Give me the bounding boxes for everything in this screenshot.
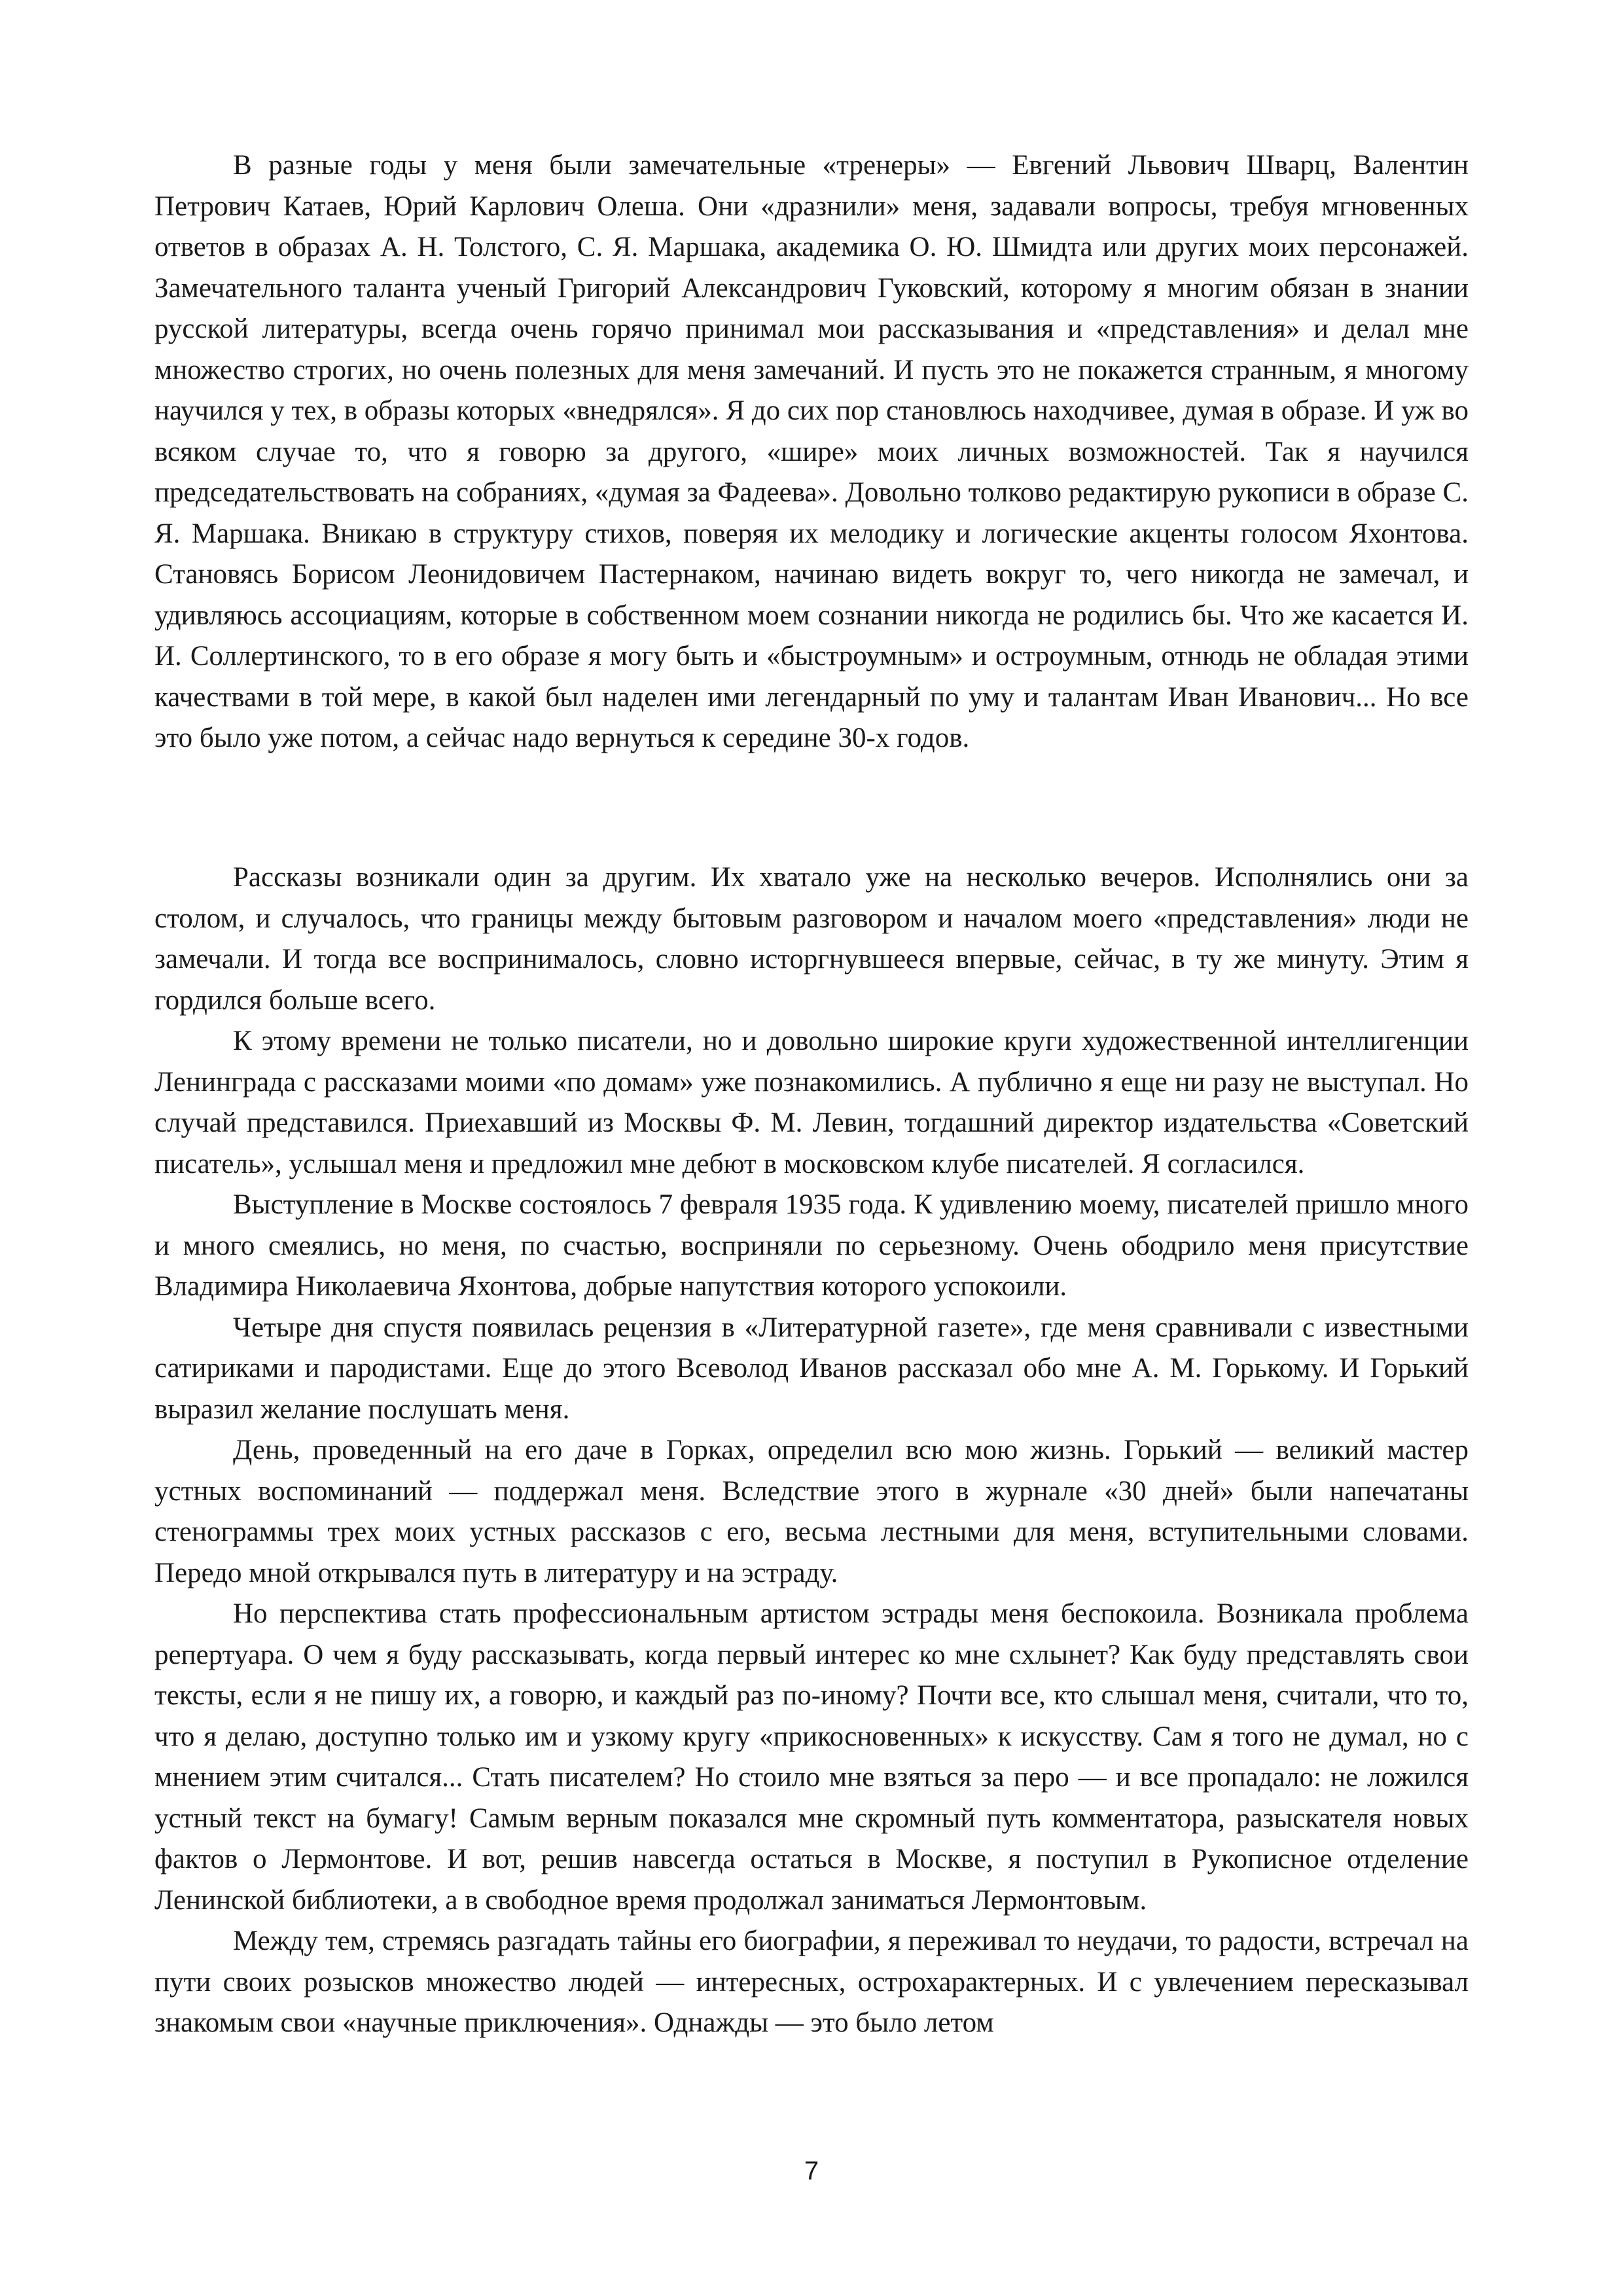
paragraph: День, проведенный на его даче в Горках, определил всю мою жизнь. Горький — великий мастер устных воспоминаний — поддержал меня. Вследствие этого в журнале «30 дней» были напечатаны стенограммы трех моих устных рассказов с его, весьма лестными для меня, вступительными словами. Передо мной открывался путь в литературу и на эстраду. — [154, 1435, 1469, 1588]
paragraph: Между тем, стремясь разгадать тайны его биографии, я переживал то неудачи, то радости, встречал на пути своих розысков множество людей — интересных, острохарактерных. И с увлечением пересказывал знакомым свои «научные приключения». Однажды — это было летом — [154, 1926, 1469, 2038]
page-number: 7 — [804, 2157, 819, 2185]
paragraph: Но перспектива стать профессиональным артистом эстрады меня беспокоила. Возникала проблема репертуара. О чем я буду рассказывать, когда первый интерес ко мне схлынет? Как буду представлять свои тексты, если я не пишу их, а говорю, и каждый раз по-иному? Почти все, кто слышал меня, считали, что то, что я делаю, доступно только им и узкому кругу «прикосновенных» к искусству. Сам я того не думал, но с мнением этим считался... Стать писателем? Но стоило мне взяться за перо — и все пропадало: не ложился устный текст на бумагу! Самым верным показался мне скромный путь комментатора, разыскателя новых фактов о Лермонтове. И вот, решив навсегда остаться в Москве, я поступил в Рукописное отделение Ленинской библиотеки, а в свободное время продолжал заниматься Лермонтовым. — [154, 1598, 1469, 1916]
text-section-2 — [154, 857, 1469, 2044]
paragraph: В разные годы у меня были замечательные «тренеры» — Евгений Львович Шварц, Валентин Петрович Катаев, Юрий Карлович Олеша. Они «дразнили» меня, задавали вопросы, требуя мгновенных ответов в образах А. Н. Толстого, С. Я. Маршака, академика О. Ю. Шмидта или других моих персонажей. Замечательного таланта ученый Григорий Александрович Гуковский, которому я многим обязан в знании русской литературы, всегда очень горячо принимал мои рассказывания и «представления» и делал мне множество строгих, но очень полезных для меня замечаний. И пусть это не покажется странным, я многому научился у тех, в образы которых «внедрялся». Я до сих пор становлюсь находчивее, думая в образе. И уж во всяком случае то, что я говорю за другого, «шире» моих личных возможностей. Так я научился председательствовать на собраниях, «думая за Фадеева». Довольно толково редактирую рукописи в образе С. Я. Маршака. Вникаю в структуру стихов, поверяя их мелодику и логические акценты голосом Яхонтова. Становясь Борисом Леонидовичем Пастернаком, начинаю видеть вокруг то, чего никогда не замечал, и удивляюсь ассоциациям, которые в собственном моем сознании никогда не родились бы. Что же касается И. И. Соллертинского, то в его образе я могу быть и «быстроумным» и остроумным, отнюдь не обладая этими качествами в той мере, в какой был наделен ими легендарный по уму и талантам Иван Иванович... Но все это было уже потом, а сейчас надо вернуться к середине 30-х годов. — [154, 150, 1469, 753]
paragraph: Рассказы возникали один за другим. Их хватало уже на несколько вечеров. Исполнялись они за столом, и случалось, что границы между бытовым разговором и началом моего «представления» люди не замечали. И тогда все воспринималось, словно исторгнувшееся впервые, сейчас, в ту же минуту. Этим я гордился больше всего. — [154, 862, 1469, 1016]
paragraph: Выступление в Москве состоялось 7 февраля 1935 года. К удивлению моему, писателей пришло много и много смеялись, но меня, по счастью, восприняли по серьезному. Очень ободрило меня присутствие Владимира Николаевича Яхонтова, добрые напутствия которого успокоили. — [154, 1189, 1469, 1302]
paragraph: Четыре дня спустя появилась рецензия в «Литературной газете», где меня сравнивали с известными сатириками и пародистами. Еще до этого Всеволод Иванов рассказал обо мне А. М. Горькому. И Горький выразил желание послушать меня. — [154, 1312, 1469, 1425]
text-section-1 — [154, 145, 1469, 759]
paragraph: К этому времени не только писатели, но и довольно широкие круги художественной интеллигенции Ленинграда с рассказами моими «по домам» уже познакомились. А публично я еще ни разу не выступал. Но случай представился. Приехавший из Москвы Ф. М. Левин, тогдашний директор издательства «Советский писатель», услышал меня и предложил мне дебют в московском клубе писателей. Я согласился. — [154, 1026, 1469, 1179]
